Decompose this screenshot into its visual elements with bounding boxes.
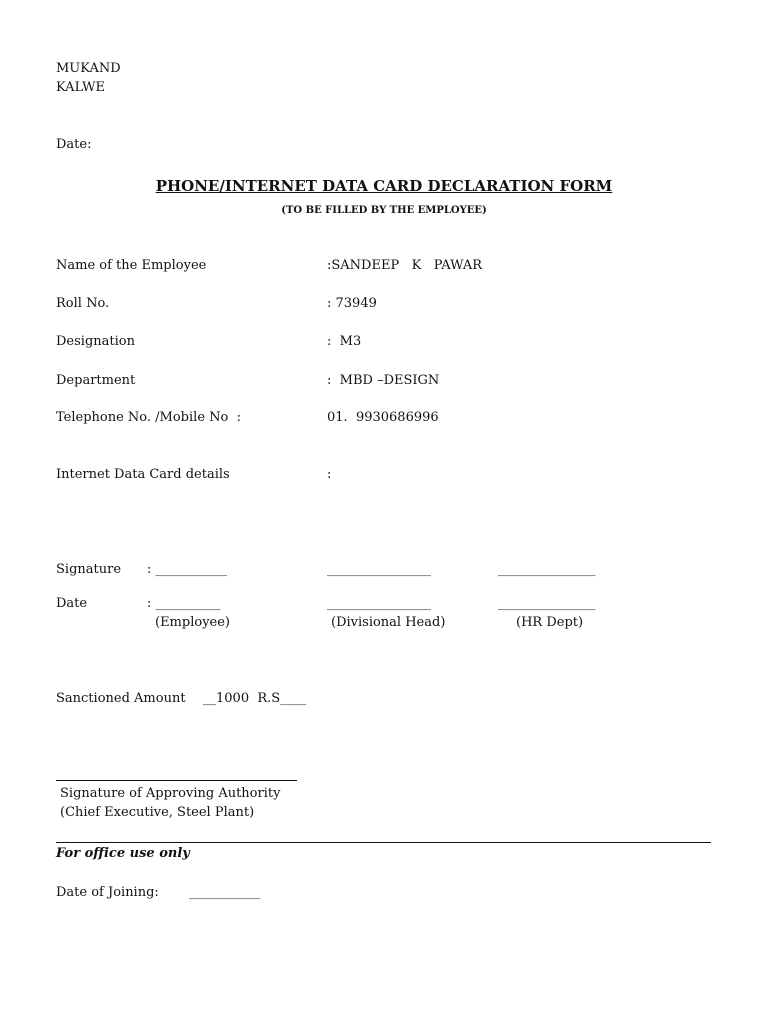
- approving-authority-title: (Chief Executive, Steel Plant): [60, 805, 255, 820]
- sanctioned-amount-value: __1000 R.S____: [203, 691, 307, 706]
- employee-signature-line: : ___________: [147, 562, 228, 577]
- divisional-head-date-line: ________________: [327, 596, 431, 611]
- field-value-telephone: 01. 9930686996: [327, 410, 439, 425]
- field-value-name: :SANDEEP K PAWAR: [327, 258, 483, 273]
- divisional-head-signature-line: ________________: [327, 562, 431, 577]
- field-value-designation: : M3: [327, 334, 362, 349]
- approving-authority-label: Signature of Approving Authority: [60, 786, 281, 801]
- field-value-roll: : 73949: [327, 296, 377, 311]
- signature-label: Signature: [56, 562, 122, 577]
- company-name-line1: MUKAND: [56, 61, 121, 76]
- date-of-joining-label: Date of Joining:: [56, 885, 159, 900]
- field-label-department: Department: [56, 373, 136, 388]
- field-label-telephone: Telephone No. /Mobile No :: [56, 410, 241, 425]
- date-label: Date:: [56, 137, 92, 152]
- caption-divisional-head: (Divisional Head): [331, 615, 446, 630]
- office-use-heading: For office use only: [56, 846, 190, 861]
- field-value-department: : MBD –DESIGN: [327, 373, 440, 388]
- form-title: PHONE/INTERNET DATA CARD DECLARATION FORM: [155, 177, 613, 195]
- field-label-designation: Designation: [56, 334, 135, 349]
- field-value-datacard: :: [327, 467, 332, 482]
- office-section-divider: [56, 842, 711, 843]
- caption-employee: (Employee): [155, 615, 230, 630]
- company-name-line2: KALWE: [56, 80, 105, 95]
- approving-signature-line: [56, 780, 297, 781]
- date-of-joining-line: ___________: [189, 885, 261, 900]
- form-subtitle: (TO BE FILLED BY THE EMPLOYEE): [281, 205, 487, 216]
- employee-date-line: : __________: [147, 596, 221, 611]
- signature-date-label: Date: [56, 596, 88, 611]
- hr-signature-line: _______________: [498, 562, 596, 577]
- caption-hr-dept: (HR Dept): [516, 615, 584, 630]
- field-label-datacard: Internet Data Card details: [56, 467, 230, 482]
- hr-date-line: _______________: [498, 596, 596, 611]
- field-label-roll: Roll No.: [56, 296, 110, 311]
- sanctioned-amount-label: Sanctioned Amount: [56, 691, 186, 706]
- field-label-name: Name of the Employee: [56, 258, 207, 273]
